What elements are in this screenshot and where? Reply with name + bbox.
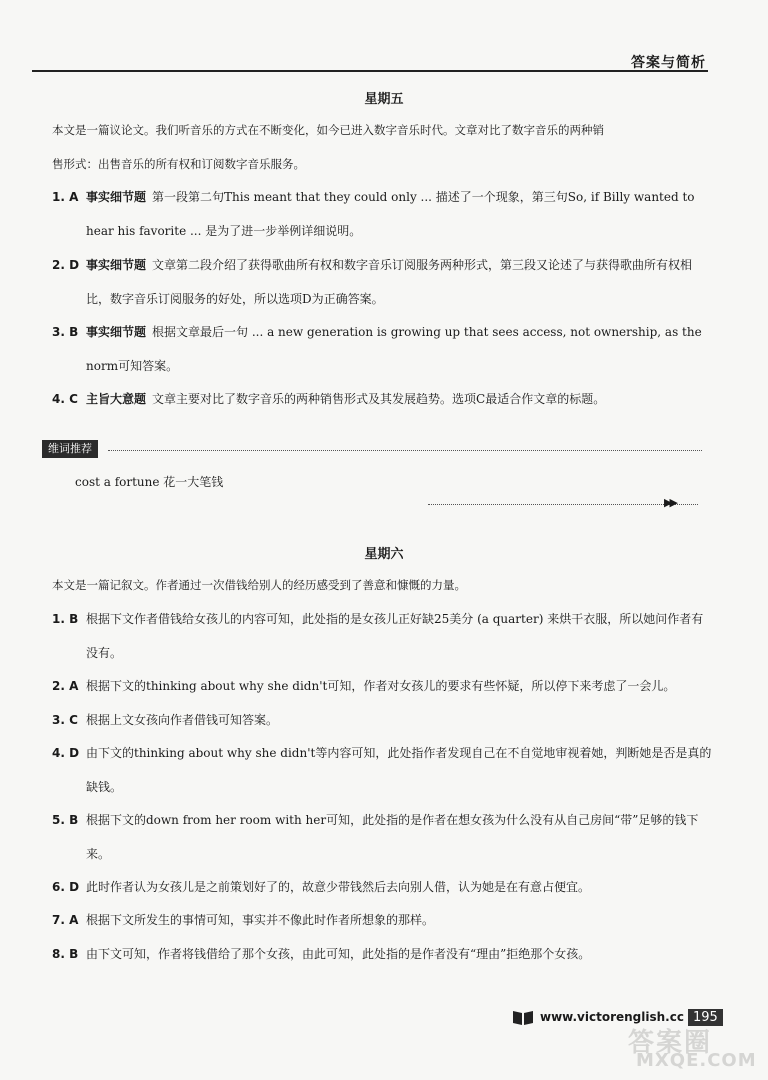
answer-number: 7. A — [52, 913, 79, 927]
answer-number: 4. D — [52, 746, 80, 760]
watermark-logo: 答案圈 — [628, 1028, 713, 1058]
answer-number: 6. D — [52, 880, 80, 894]
vocab-bar — [42, 439, 702, 459]
answer-explanation: 由下文的thinking about why she didn't等内容可知，此处指作者发现自己在不自觉地审视着她，判断她是否是真的缺钱。 — [86, 746, 712, 794]
friday-intro — [52, 113, 712, 181]
answer-explanation: 根据下文作者借钱给女孩儿的内容可知，此处指的是女孩儿正好缺25美分 (a quarter) 来烘干衣服，所以她问作者有没有。 — [86, 612, 704, 660]
saturday-answer-8 — [52, 937, 712, 971]
saturday-answer-5 — [52, 803, 712, 871]
saturday-intro: 本文是一篇记叙文。作者通过一次借钱给别人的经历感受到了善意和慷慨的力量。 — [52, 578, 466, 592]
answer-explanation: 由下文可知，作者将钱借给了那个女孩，由此可知，此处指的是作者没有“理由”拒绝那个女孩。 — [86, 947, 591, 961]
question-type-tag: 主旨大意题 — [86, 392, 147, 406]
saturday-title: 星期六 — [364, 547, 404, 562]
saturday-answer-7 — [52, 903, 712, 937]
answer-explanation: 根据下文所发生的事情可知，事实并不像此时作者所想象的那样。 — [86, 913, 435, 927]
friday-answer-2 — [52, 248, 712, 316]
answer-number: 8. B — [52, 947, 79, 961]
answer-explanation: 第一段第二句This meant that they could only ... 描述了一个现象，第三句So, if Billy wanted to hear his favorite ... 是为了进一步举例详细说明。 — [86, 190, 695, 238]
footer-url: www.victorenglish.cc — [540, 1010, 684, 1024]
double-arrow-right-icon: ▶▶ — [664, 496, 675, 509]
vocab-end-line — [428, 504, 698, 505]
answer-number: 5. B — [52, 813, 79, 827]
vocab-label: 维词推荐 — [42, 440, 98, 458]
question-type-tag: 事实细节题 — [86, 190, 147, 204]
answer-number: 2. D — [52, 258, 80, 272]
watermark-site: MXQE.COM — [636, 1050, 757, 1071]
friday-title: 星期五 — [364, 92, 404, 107]
answer-number: 1. B — [52, 612, 79, 626]
friday-answer-3 — [52, 315, 712, 383]
saturday-answer-3 — [52, 703, 712, 737]
answer-explanation: 文章第二段介绍了获得歌曲所有权和数字音乐订阅服务两种形式，第三段又论述了与获得歌曲所有权相比，数字音乐订阅服务的好处，所以选项D为正确答案。 — [86, 258, 693, 306]
answer-explanation: 根据下文的thinking about why she didn't可知，作者对女孩儿的要求有些怀疑，所以停下来考虑了一会儿。 — [86, 679, 676, 693]
answer-number: 3. C — [52, 713, 78, 727]
answer-number: 2. A — [52, 679, 79, 693]
book-icon — [512, 1008, 534, 1026]
friday-answer-1 — [52, 180, 712, 248]
answer-explanation: 根据上文女孩向作者借钱可知答案。 — [86, 713, 279, 727]
saturday-answer-4 — [52, 736, 712, 804]
answer-explanation: 此时作者认为女孩儿是之前策划好了的，故意少带钱然后去向别人借，认为她是在有意占便宜。 — [86, 880, 591, 894]
answer-explanation: 根据文章最后一句 ... a new generation is growing up that sees access, not ownership, as the norm可知答案。 — [86, 325, 702, 373]
answer-number: 3. B — [52, 325, 79, 339]
page-number: 195 — [688, 1009, 723, 1026]
answer-explanation: 文章主要对比了数字音乐的两种销售形式及其发展趋势。选项C最适合作文章的标题。 — [152, 392, 606, 406]
saturday-answer-2 — [52, 669, 712, 703]
friday-intro-line-2: 售形式：出售音乐的所有权和订阅数字音乐服务。 — [52, 157, 305, 171]
friday-intro-line-1: 本文是一篇议论文。我们听音乐的方式在不断变化，如今已进入数字音乐时代。文章对比了数字音乐的两种销 — [52, 123, 604, 137]
friday-answer-4 — [52, 382, 712, 416]
question-type-tag: 事实细节题 — [86, 325, 147, 339]
answer-number: 1. A — [52, 190, 79, 204]
saturday-answer-6 — [52, 870, 712, 904]
vocab-entry: cost a fortune 花一大笔钱 — [75, 475, 224, 489]
saturday-answer-1 — [52, 602, 712, 670]
answer-explanation: 根据下文的down from her room with her可知，此处指的是作者在想女孩为什么没有从自己房间“带”足够的钱下来。 — [86, 813, 699, 861]
answer-number: 4. C — [52, 392, 78, 406]
header-title: 答案与简析 — [631, 55, 706, 71]
vocab-divider — [108, 450, 702, 451]
question-type-tag: 事实细节题 — [86, 258, 147, 272]
header-rule — [32, 70, 708, 72]
